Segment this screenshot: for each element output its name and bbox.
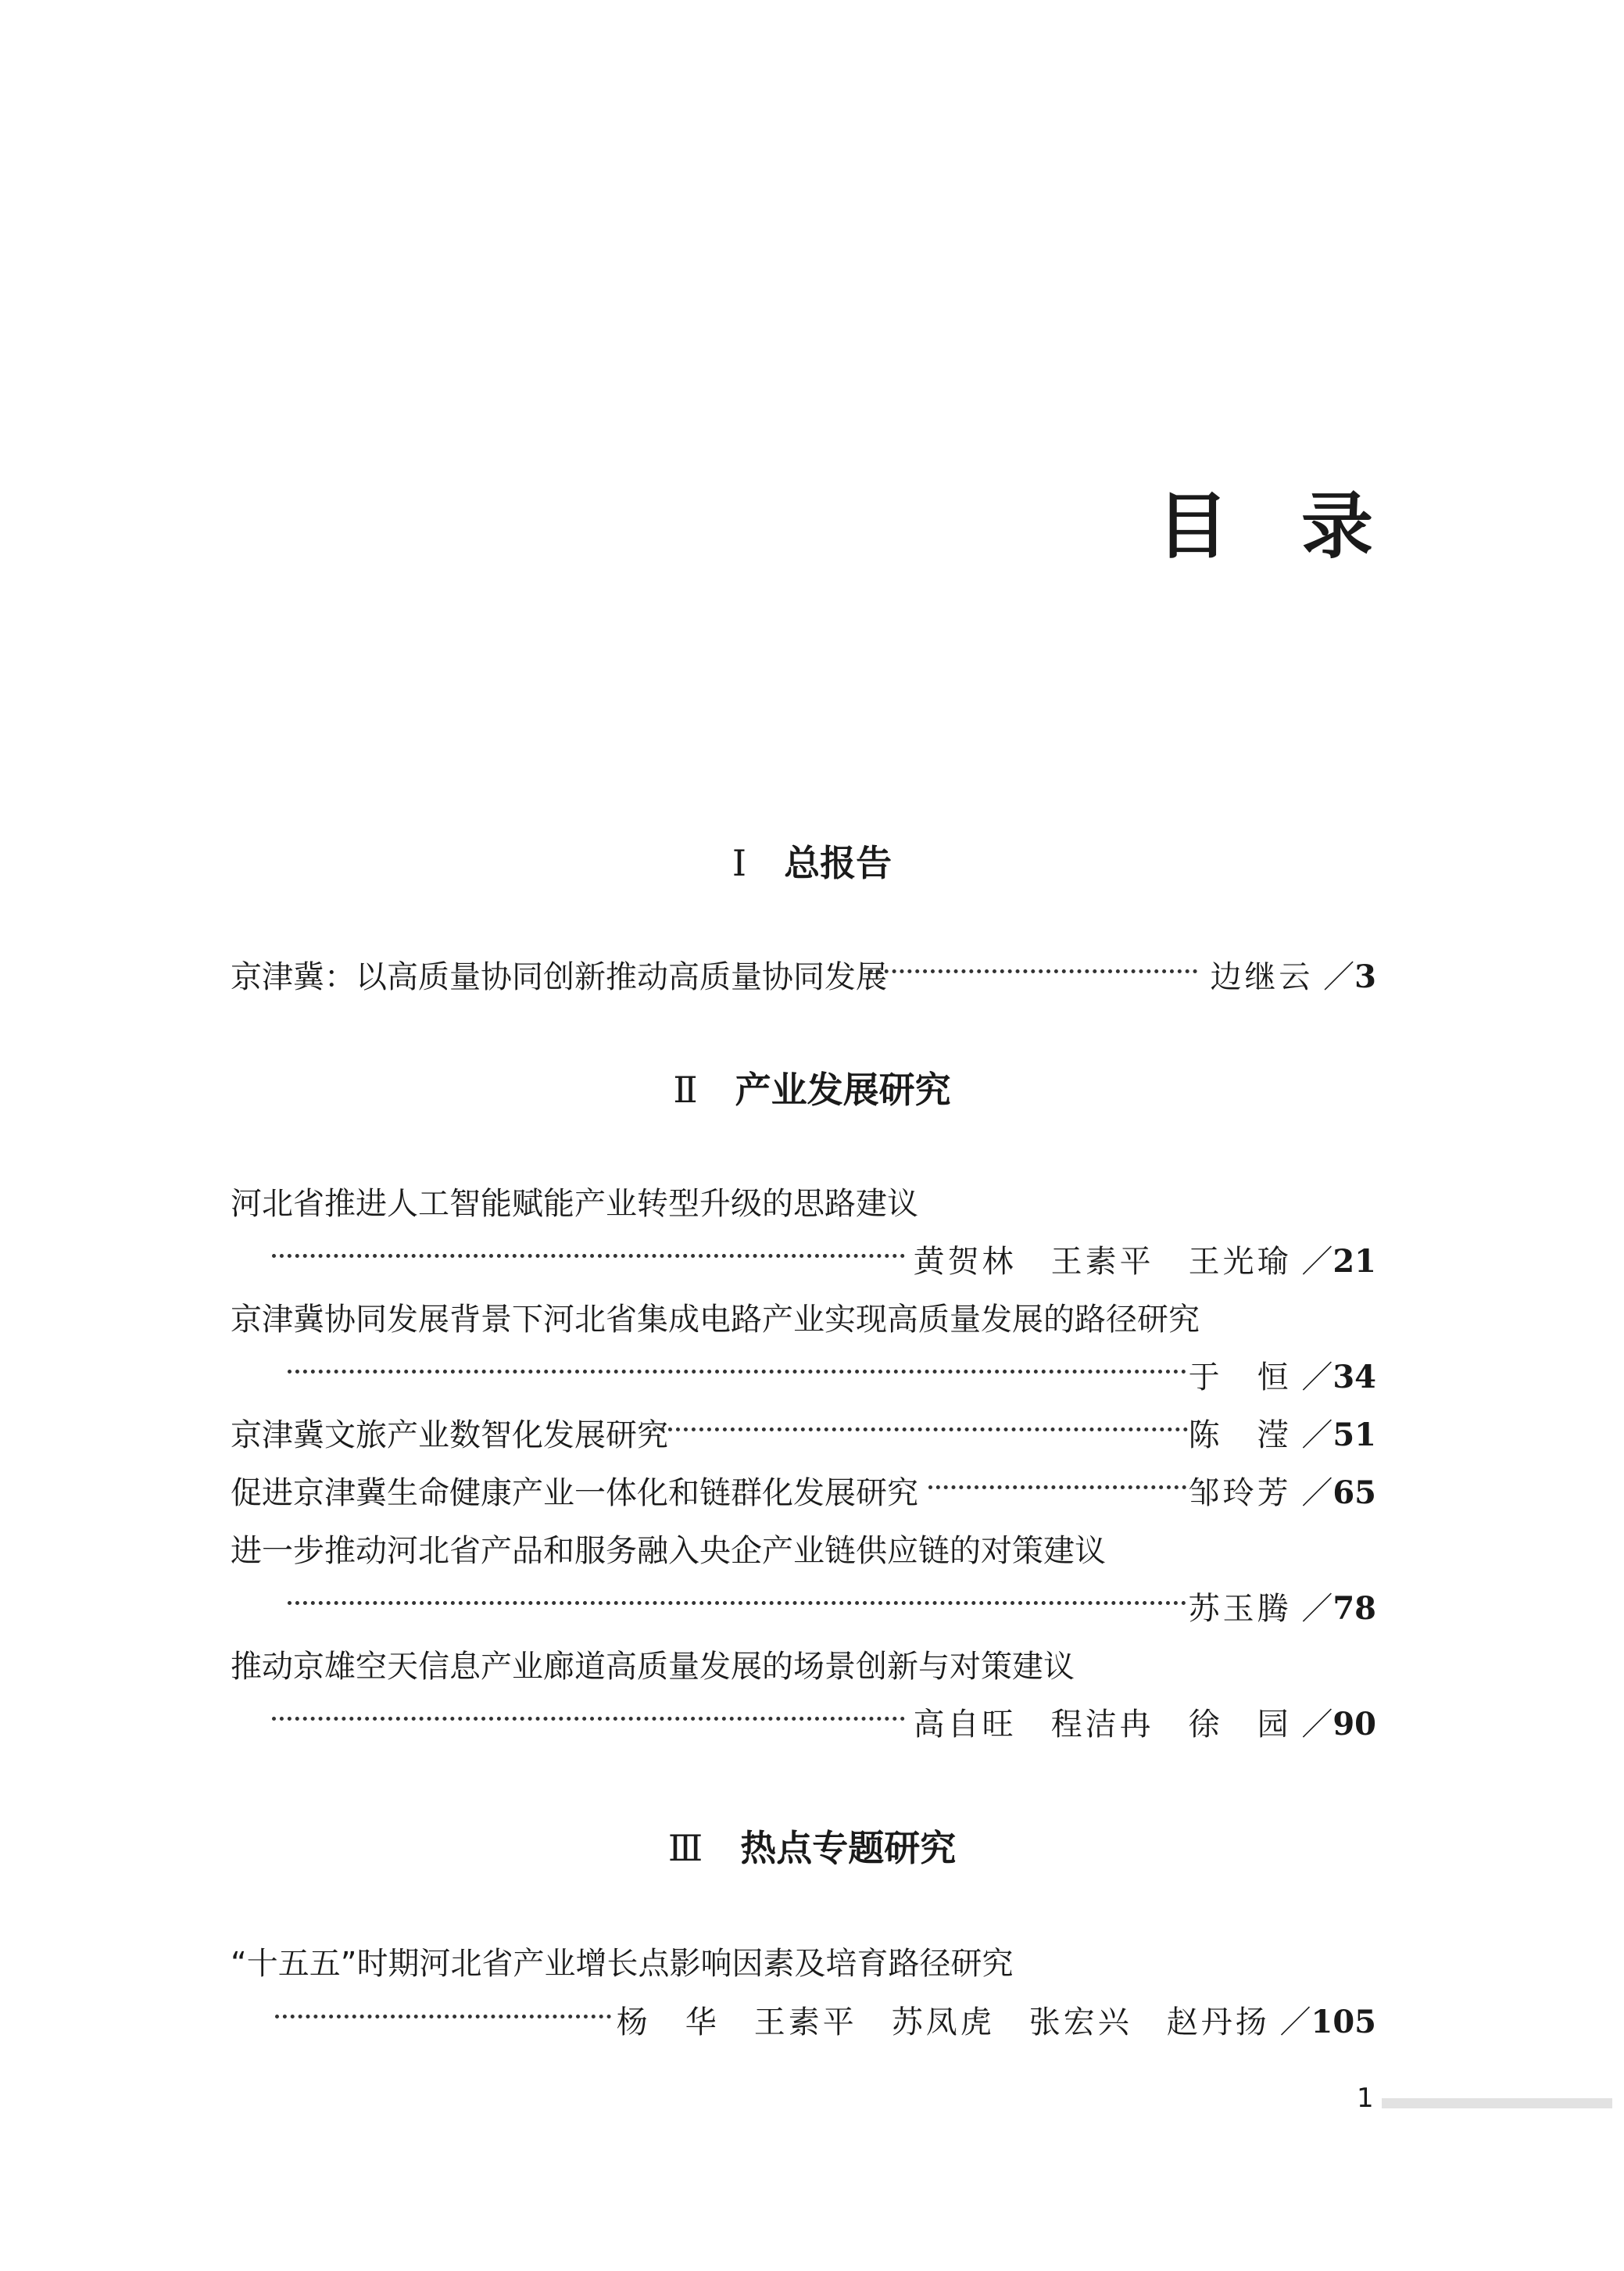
- toc-entry-authors: 陈 滢: [1188, 1417, 1292, 1453]
- toc-entry-page: 65: [1332, 1474, 1376, 1511]
- dot-leader: [272, 1715, 905, 1721]
- toc-entry-title[interactable]: 进一步推动河北省产品和服务融入央企产业链供应链的对策建议: [231, 1533, 1106, 1569]
- page-separator: ／: [1279, 2004, 1311, 2040]
- page-separator: ／: [1301, 1475, 1333, 1511]
- page-separator: ／: [1301, 1359, 1333, 1395]
- section-heading: [0, 1820, 1624, 1872]
- toc-entry-ref[interactable]: [1189, 1352, 1376, 1397]
- toc-entry-authors: 边继云: [1210, 959, 1314, 995]
- toc-entry-page: 3: [1354, 958, 1376, 995]
- toc-entry-page: 34: [1332, 1359, 1376, 1395]
- title-char-1: 目: [1157, 484, 1229, 568]
- toc-entry-title[interactable]: 促进京津冀生命健康产业一体化和链群化发展研究: [231, 1475, 918, 1511]
- section-title: 产业发展研究: [735, 1069, 951, 1111]
- toc-entry-authors: 于 恒: [1188, 1359, 1292, 1395]
- section-title: 总报告: [784, 842, 892, 884]
- toc-entry-ref[interactable]: [1189, 1410, 1376, 1455]
- toc-entry-title[interactable]: 推动京雄空天信息产业廊道高质量发展的场景创新与对策建议: [231, 1649, 1075, 1685]
- toc-entry-page: 105: [1311, 2004, 1376, 2040]
- footer-bar: [1382, 2098, 1612, 2108]
- section-heading: [0, 1062, 1624, 1113]
- toc-entry-authors: 高自旺 程洁冉 徐 园: [913, 1707, 1292, 1743]
- toc-entry-ref[interactable]: [1210, 952, 1376, 997]
- toc-entry-ref[interactable]: [1189, 1468, 1376, 1513]
- page-separator: ／: [1301, 1244, 1333, 1280]
- toc-entry-page: 51: [1332, 1417, 1376, 1453]
- toc-entry-ref[interactable]: [1189, 1584, 1376, 1628]
- dot-leader: [288, 1368, 1186, 1374]
- section-number: Ⅲ: [667, 1827, 703, 1869]
- section-heading: [0, 835, 1624, 887]
- dot-leader: [272, 1252, 905, 1258]
- toc-entry-title[interactable]: 京津冀：以高质量协同创新推动高质量协同发展: [231, 959, 887, 995]
- title-char-2: 录: [1301, 484, 1374, 568]
- toc-entry-title[interactable]: 京津冀协同发展背景下河北省集成电路产业实现高质量发展的路径研究: [231, 1302, 1200, 1338]
- page-separator: ／: [1301, 1707, 1333, 1743]
- toc-entry-authors: 杨 华 王素平 苏凤虎 张宏兴 赵丹扬: [616, 2004, 1270, 2040]
- toc-entry-title[interactable]: 京津冀文旅产业数智化发展研究: [231, 1417, 668, 1453]
- section-number: Ⅰ: [732, 842, 747, 884]
- toc-entry-title[interactable]: “十五五”时期河北省产业增长点影响因素及培育路径研究: [231, 1946, 1014, 1982]
- toc-entry-ref[interactable]: [914, 1237, 1376, 1281]
- dot-leader: [275, 2013, 611, 2018]
- toc-entry-page: 90: [1332, 1706, 1376, 1743]
- dot-leader: [928, 1484, 1186, 1489]
- toc-entry-title[interactable]: 河北省推进人工智能赋能产业转型升级的思路建议: [231, 1186, 918, 1222]
- toc-entry-ref[interactable]: [914, 1700, 1376, 1744]
- page-separator: ／: [1301, 1591, 1333, 1627]
- toc-entry-page: 78: [1332, 1590, 1376, 1627]
- page-separator: ／: [1301, 1417, 1333, 1453]
- section-title: 热点专题研究: [740, 1827, 957, 1869]
- dot-leader: [653, 1426, 1188, 1431]
- dot-leader: [288, 1599, 1186, 1605]
- toc-entry-page: 21: [1332, 1243, 1376, 1280]
- toc-entry-authors: 邹玲芳: [1188, 1475, 1292, 1511]
- toc-entry-ref[interactable]: [617, 1997, 1376, 2042]
- toc-entry-authors: 苏玉腾: [1188, 1591, 1292, 1627]
- dot-leader: [869, 968, 1197, 973]
- page-number: 1: [1357, 2083, 1374, 2114]
- section-number: Ⅱ: [673, 1069, 698, 1111]
- toc-entry-authors: 黄贺林 王素平 王光瑜: [913, 1244, 1292, 1280]
- page-separator: ／: [1323, 959, 1355, 995]
